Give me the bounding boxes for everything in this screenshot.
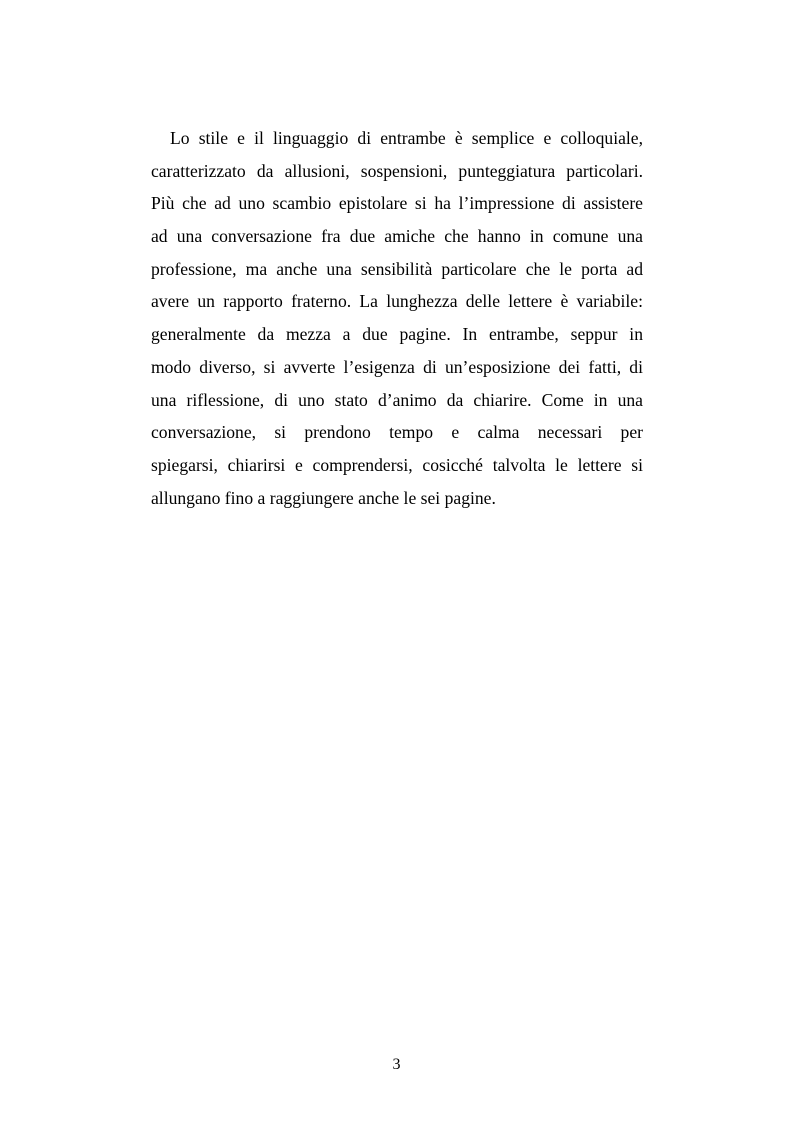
page-number: 3 [392,1056,401,1073]
paragraph-line-7: generalmente da mezza a due pagine. In entrambe, seppur in [151,324,643,345]
paragraph-line-10: conversazione, si prendono tempo e calma necessari per [151,422,643,443]
paragraph-line-8: modo diverso, si avverte l’esigenza di un’esposizione dei fatti, di [151,356,643,377]
paragraph-line-2: caratterizzato da allusioni, sospensioni, punteggiatura particolari. [151,160,643,181]
paragraph-line-5: professione, ma anche una sensibilità particolare che le porta ad [151,258,643,279]
paragraph-line-4: ad una conversazione fra due amiche che hanno in comune una [151,226,643,247]
body-paragraph [151,122,643,514]
paragraph-line-6: avere un rapporto fraterno. La lunghezza delle lettere è variabile: [151,291,643,312]
paragraph-line-11: spiegarsi, chiarirsi e comprendersi, cosicché talvolta le lettere si [151,454,643,475]
paragraph-line-1: Lo stile e il linguaggio di entrambe è semplice e colloquiale, [170,128,643,148]
paragraph-line-9: una riflessione, di uno stato d’animo da chiarire. Come in una [151,389,643,410]
paragraph-line-3: Più che ad uno scambio epistolare si ha l’impressione di assistere [151,193,643,214]
paragraph-line-12: allungano fino a raggiungere anche le sei pagine. [151,487,496,508]
